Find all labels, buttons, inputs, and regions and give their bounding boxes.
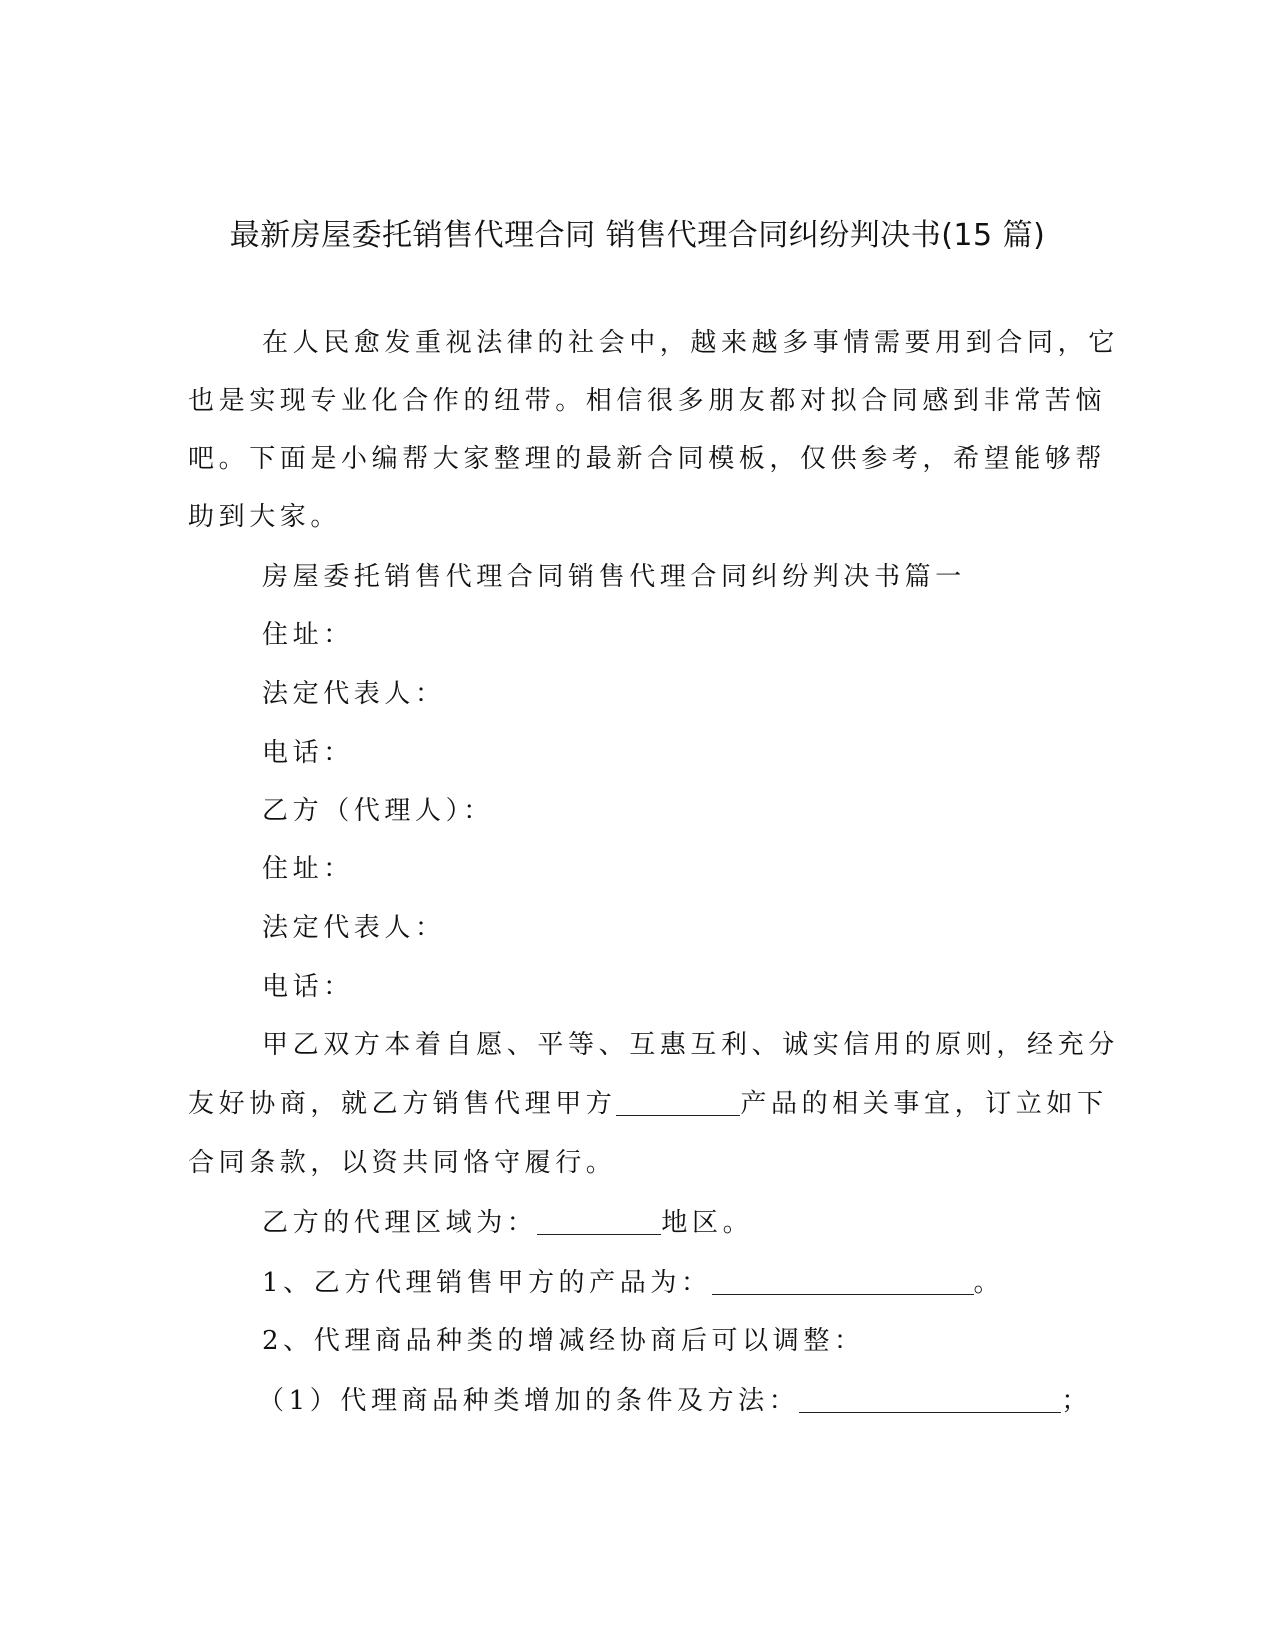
region-blank [537, 1208, 661, 1235]
clause-1-prefix: 1、乙方代理销售甲方的产品为： [262, 1268, 712, 1298]
principle-line-2 [188, 1083, 1108, 1120]
intro-line-4: 助到大家。 [188, 502, 342, 532]
principle-line-3: 合同条款，以资共同恪守履行。 [188, 1148, 617, 1178]
region-prefix: 乙方的代理区域为： [262, 1208, 538, 1238]
intro-line-1: 在人民愈发重视法律的社会中，越来越多事情需要用到合同，它 [262, 328, 1119, 358]
party-a-legal-rep: 法定代表人： [262, 679, 446, 709]
region-suffix: 地区。 [661, 1208, 754, 1238]
party-b-address: 住址： [262, 854, 354, 884]
principle-line-1: 甲乙双方本着自愿、平等、互惠互利、诚实信用的原则，经充分 [262, 1030, 1119, 1060]
region-line [262, 1202, 753, 1239]
party-a-address: 住址： [262, 620, 354, 650]
clause-2-1 [258, 1380, 1092, 1417]
party-b-legal-rep: 法定代表人： [262, 913, 446, 943]
section-heading: 房屋委托销售代理合同销售代理合同纠纷判决书篇一 [262, 562, 966, 592]
clause-2-1-prefix: （1）代理商品种类增加的条件及方法： [258, 1386, 800, 1416]
clause-2-1-suffix: ； [1061, 1386, 1092, 1416]
clause-2-1-blank [799, 1386, 1061, 1413]
principle-line-2-prefix: 友好协商，就乙方销售代理甲方 [188, 1089, 617, 1119]
document-title: 最新房屋委托销售代理合同 销售代理合同纠纷判决书(15 篇) [229, 218, 1046, 253]
party-b-phone: 电话： [262, 972, 354, 1002]
product-blank [616, 1089, 740, 1116]
party-a-phone: 电话： [262, 738, 354, 768]
intro-line-2: 也是实现专业化合作的纽带。相信很多朋友都对拟合同感到非常苦恼 [188, 386, 1107, 416]
party-b-label: 乙方（代理人）： [262, 796, 494, 826]
intro-line-3: 吧。下面是小编帮大家整理的最新合同模板，仅供参考，希望能够帮 [188, 444, 1107, 474]
clause-1 [262, 1262, 1004, 1299]
clause-2: 2、代理商品种类的增减经协商后可以调整： [262, 1326, 865, 1356]
clause-1-suffix: 。 [973, 1268, 1005, 1298]
clause-1-blank [712, 1268, 974, 1295]
principle-line-2-suffix: 产品的相关事宜，订立如下 [740, 1089, 1108, 1119]
